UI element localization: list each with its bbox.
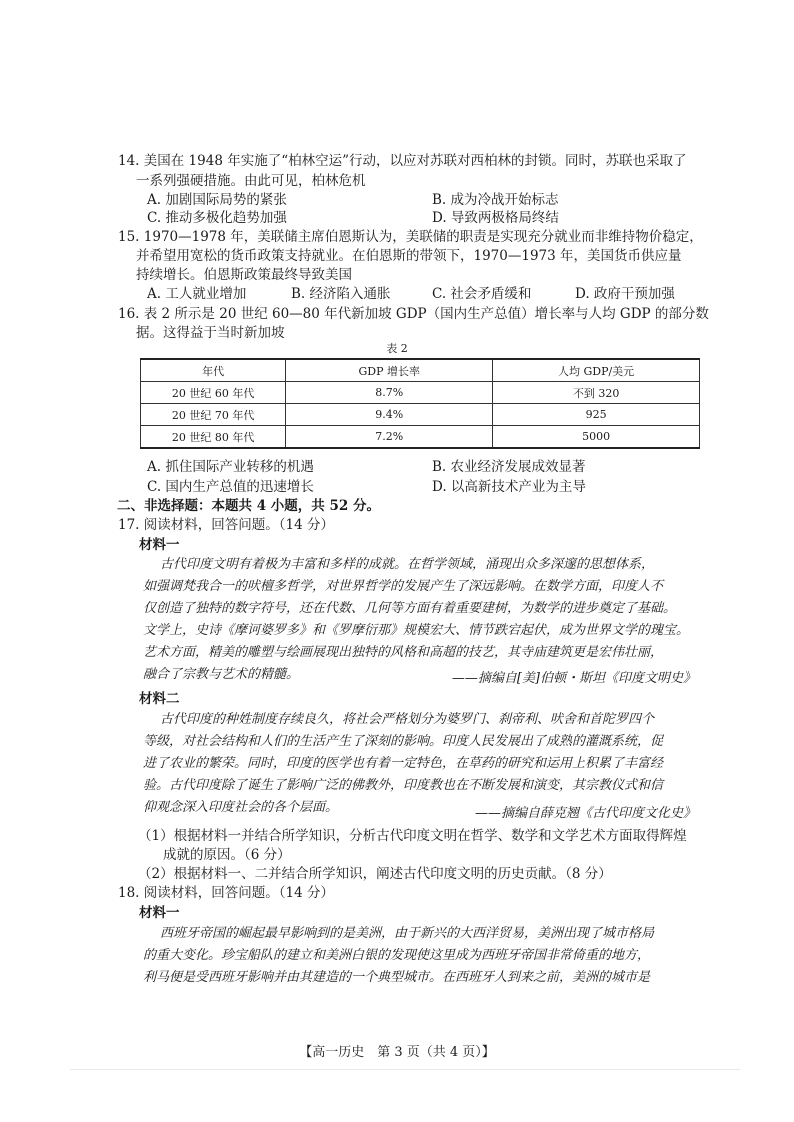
- q17-material2-line: 验。古代印度除了诞生了影响广泛的佛教外，印度教也在不断发展和演变，其宗教仪式和信: [143, 778, 664, 793]
- q18-material1-title: 材料一: [139, 905, 180, 921]
- q17-material2-title: 材料二: [139, 691, 180, 707]
- section-heading: 二、非选择题：本题共 4 小题，共 52 分。: [117, 498, 380, 514]
- q17-material2-source: ——摘编自薛克翘《古代印度文化史》: [474, 806, 696, 821]
- q17-material2-line: 古代印度的种姓制度存续良久，将社会严格划分为婆罗门、刹帝利、吠舍和首陀罗四个: [160, 712, 655, 727]
- q17-sub2: （2）根据材料一、二并结合所学知识，阐述古代印度文明的历史贡献。（8 分）: [138, 866, 612, 882]
- q17-material1-line: 古代印度文明有着极为丰富和多样的成就。在哲学领域，涌现出众多深邃的思想体系，: [160, 557, 655, 572]
- q14-stem-line1: 14. 美国在 1948 年实施了“柏林空运”行动，以应对苏联对西柏林的封锁。同时，苏联也采取了: [118, 153, 687, 169]
- q15-option-a: A. 工人就业增加: [147, 286, 247, 302]
- q15-option-c: C. 社会矛盾缓和: [432, 286, 532, 302]
- q18-stem: 18. 阅读材料，回答问题。（14 分）: [118, 885, 334, 901]
- q16-stem-line1: 16. 表 2 所示是 20 世纪 60—80 年代新加坡 GDP（国内生产总值）增长率与人均 GDP 的部分数: [118, 306, 709, 322]
- q17-material2-line: 等级，对社会结构和人们的生活产生了深刻的影响。印度人民发展出了成熟的灌溉系统，促: [143, 734, 664, 749]
- q15-stem-line2: 并希望用宽松的货币政策支持就业。在伯恩斯的带领下，1970—1973 年，美国货币供应量: [136, 248, 682, 264]
- q14-option-c: C. 推动多极化趋势加强: [147, 210, 287, 226]
- gdp-table: [140, 358, 700, 449]
- q14-option-b: B. 成为冷战开始标志: [432, 192, 559, 208]
- q18-material1-line: 西班牙帝国的崛起最早影响到的是美洲，由于新兴的大西洋贸易，美洲出现了城市格局: [160, 926, 655, 941]
- q14-option-d: D. 导致两极格局终结: [432, 210, 559, 226]
- table-header-row: [141, 359, 700, 382]
- table-row: [141, 404, 700, 426]
- table-cell: 7.2%: [286, 426, 493, 449]
- q15-option-b: B. 经济陷入通胀: [291, 286, 391, 302]
- table-cell: 20 世纪 70 年代: [141, 404, 286, 426]
- table-cell: 20 世纪 60 年代: [141, 382, 286, 404]
- page-footer: 【高一历史 第 3 页（共 4 页）】: [299, 1045, 495, 1060]
- q18-material1-line: 的重大变化。珍宝船队的建立和美洲白银的发现使这里成为西班牙帝国非常倚重的地方，: [143, 948, 651, 963]
- q17-material1-line: 仅创造了独特的数字符号，还在代数、几何等方面有着重要建树，为数学的进步奠定了基础。: [143, 601, 677, 616]
- q17-material1-title: 材料一: [139, 537, 180, 553]
- q17-material2-line: 仰观念深入印度社会的各个层面。: [143, 800, 339, 815]
- q17-material1-line: 艺术方面，精美的雕塑与绘画展现出独特的风格和高超的技艺，其寺庙建筑更是宏伟壮丽，: [143, 645, 664, 660]
- q16-option-c: C. 国内生产总值的迅速增长: [147, 479, 314, 495]
- q18-material1-line: 利马便是受西班牙影响并由其建造的一个典型城市。在西班牙人到来之前，美洲的城市是: [143, 970, 651, 985]
- q16-option-b: B. 农业经济发展成效显著: [432, 459, 586, 475]
- table-title: 表 2: [386, 342, 408, 355]
- q16-stem-line2: 据。这得益于当时新加坡: [136, 325, 285, 341]
- table-cell: 20 世纪 80 年代: [141, 426, 286, 449]
- table-cell: 9.4%: [286, 404, 493, 426]
- table-row: [141, 426, 700, 449]
- table-cell: 8.7%: [286, 382, 493, 404]
- table-header-cell: 人均 GDP/美元: [493, 359, 700, 382]
- q15-stem-line1: 15. 1970—1978 年，美联储主席伯恩斯认为，美联储的职责是实现充分就业而非维持物价稳定，: [118, 229, 703, 245]
- q17-material2-line: 进了农业的繁荣。同时，印度的医学也有着一定特色，在草药的研究和运用上积累了丰富经: [143, 756, 664, 771]
- q17-material1-line: 文学上，史诗《摩诃婆罗多》和《罗摩衍那》规模宏大、情节跌宕起伏，成为世界文学的瑰宝。: [143, 623, 690, 638]
- q17-material1-line: 融合了宗教与艺术的精髓。: [143, 667, 300, 682]
- table-row: [141, 382, 700, 404]
- q17-sub1-line2: 成就的原因。（6 分）: [163, 847, 291, 863]
- q14-stem-line2: 一系列强硬措施。由此可见，柏林危机: [136, 173, 366, 189]
- table-cell: 不到 320: [493, 382, 700, 404]
- divider: [70, 1069, 740, 1070]
- table-header-cell: 年代: [141, 359, 286, 382]
- q16-option-a: A. 抓住国际产业转移的机遇: [147, 459, 314, 475]
- q17-stem: 17. 阅读材料，回答问题。（14 分）: [118, 517, 334, 533]
- table-cell: 5000: [493, 426, 700, 449]
- table-header-cell: GDP 增长率: [286, 359, 493, 382]
- q17-material1-line: 如强调梵我合一的吠檀多哲学，对世界哲学的发展产生了深远影响。在数学方面，印度人不: [143, 579, 664, 594]
- q15-stem-line3: 持续增长。伯恩斯政策最终导致美国: [136, 267, 352, 283]
- q14-option-a: A. 加剧国际局势的紧张: [147, 192, 287, 208]
- q17-sub1-line1: （1）根据材料一并结合所学知识，分析古代印度文明在哲学、数学和文学艺术方面取得辉煌: [138, 828, 687, 844]
- q16-option-d: D. 以高新技术产业为主导: [432, 479, 586, 495]
- q17-material1-source: ——摘编自[美]伯顿・斯坦《印度文明史》: [451, 671, 696, 686]
- table-cell: 925: [493, 404, 700, 426]
- q15-option-d: D. 政府干预加强: [575, 286, 675, 302]
